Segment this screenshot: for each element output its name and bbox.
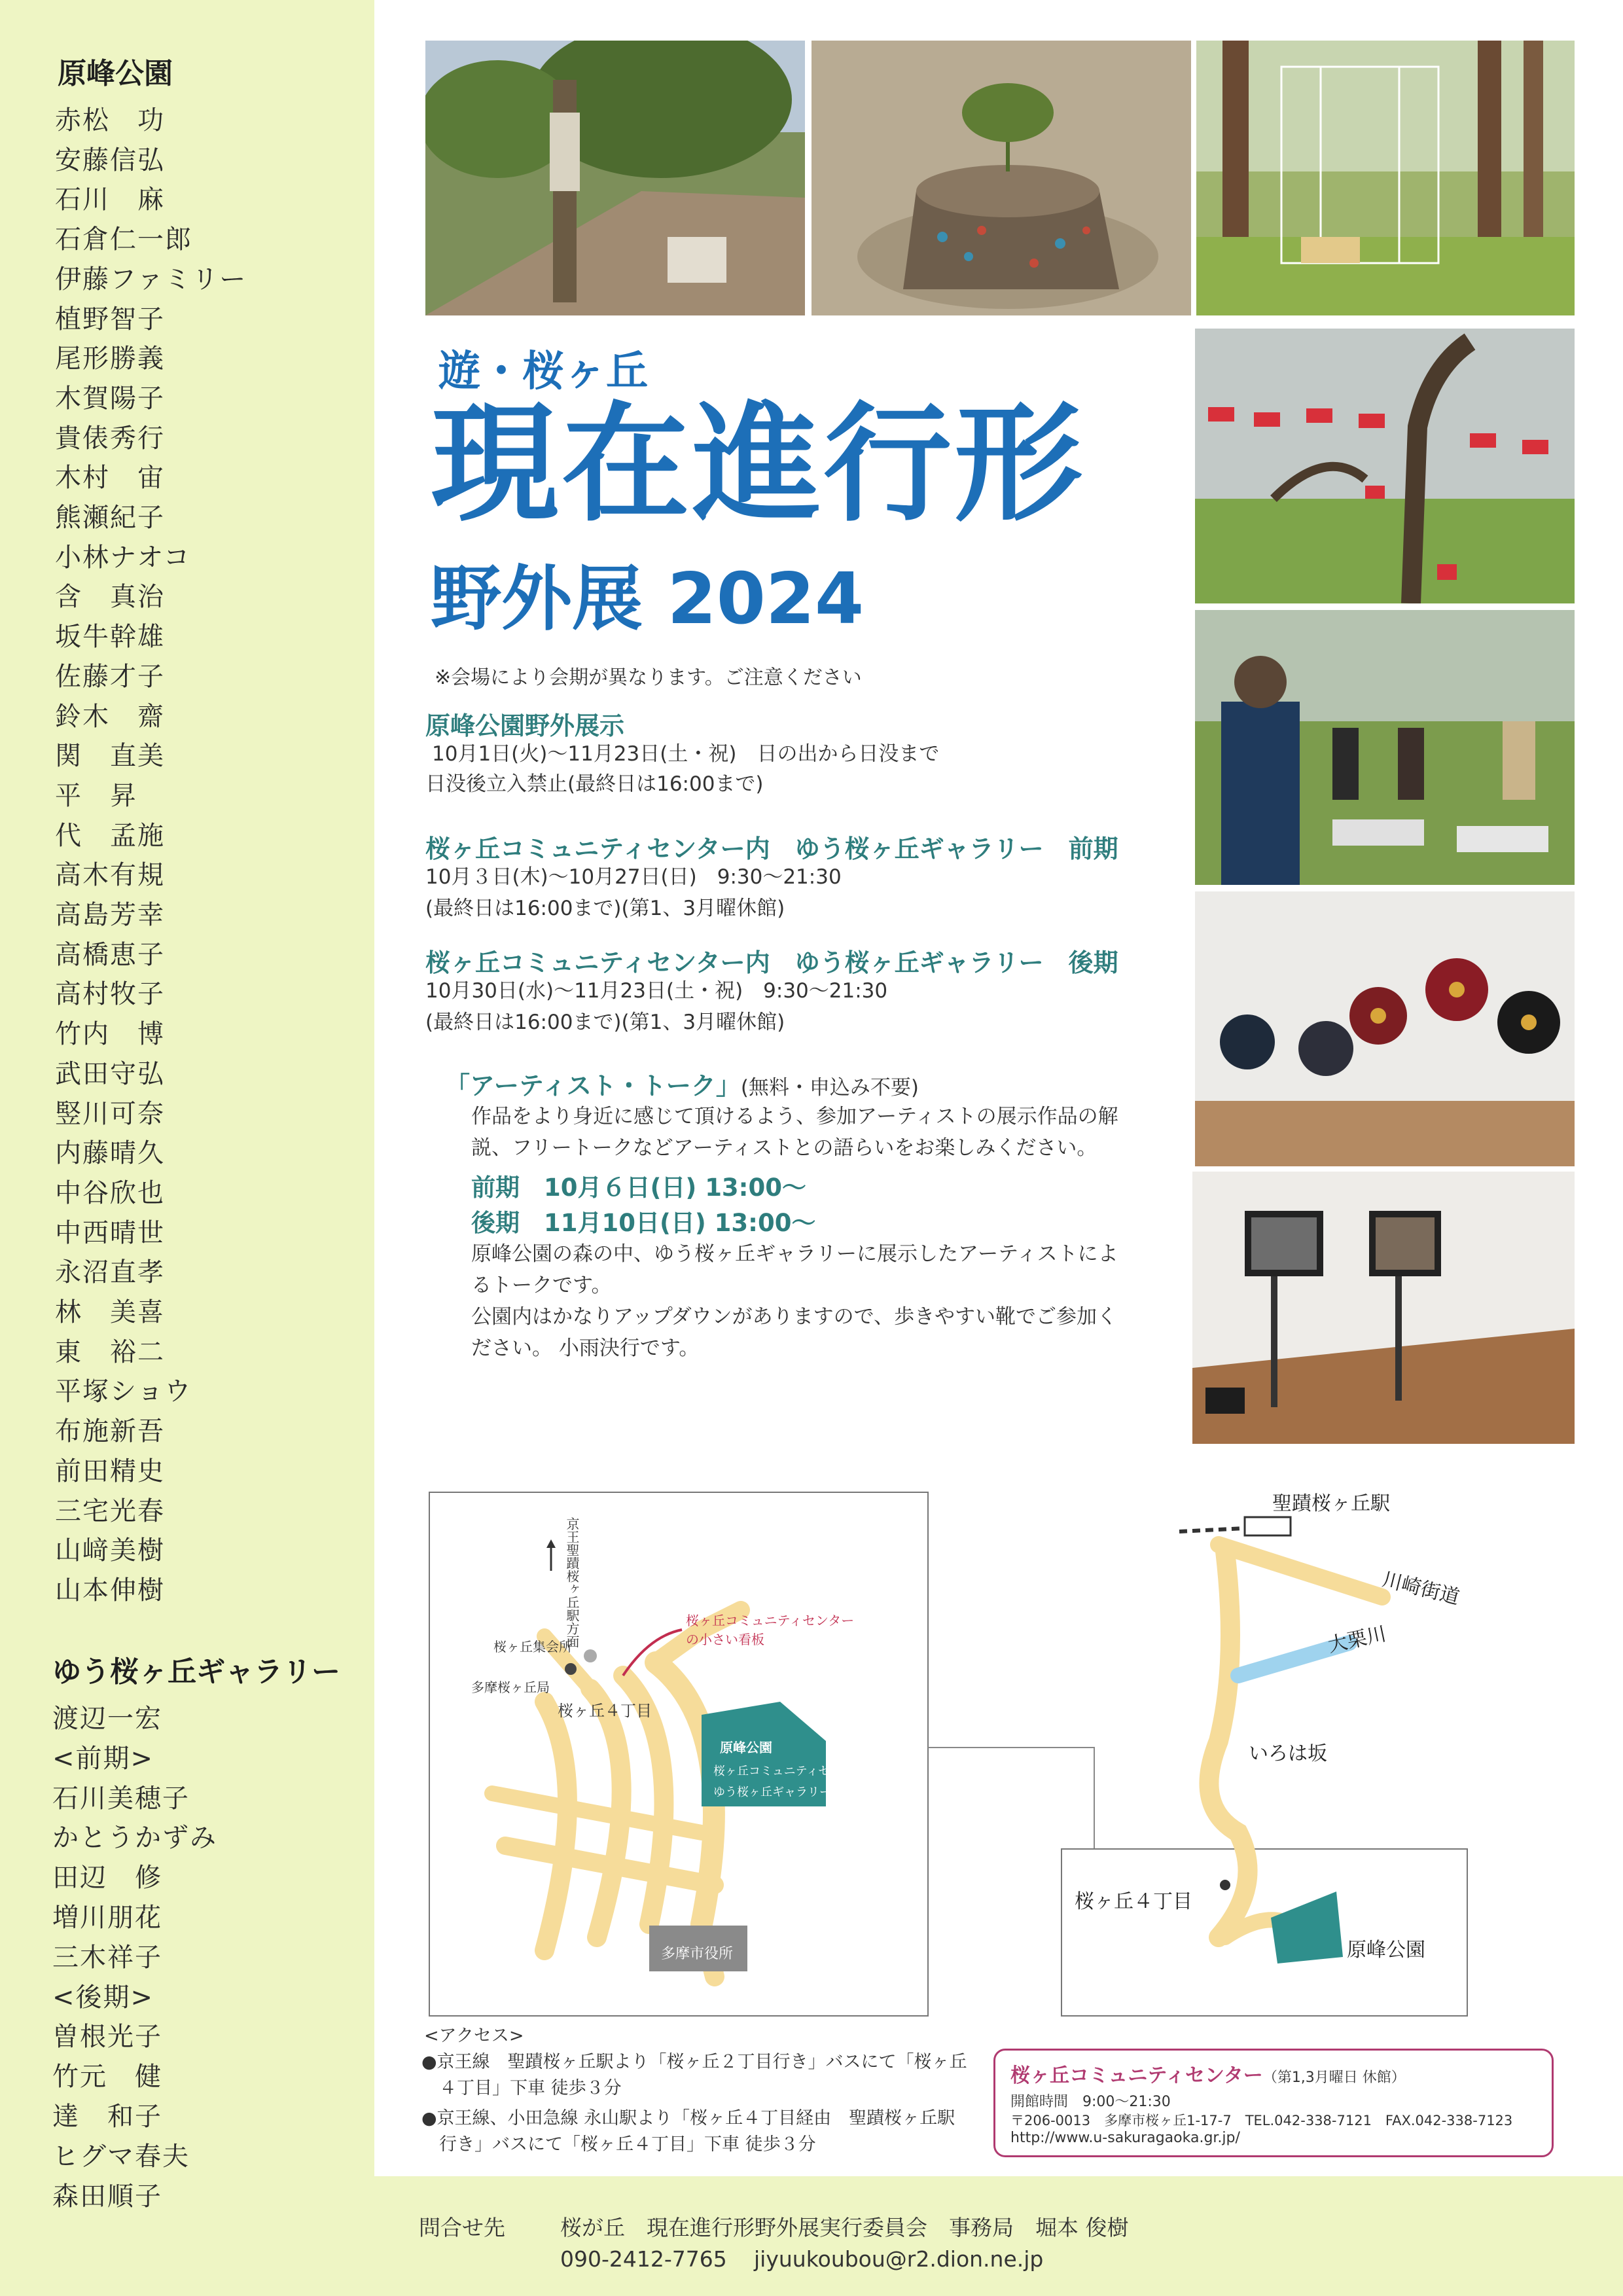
center-name: 桜ヶ丘コミュニティセンター <box>1010 2064 1263 2087</box>
access-line: ●京王線、小田急線 永山駅より「桜ヶ丘４丁目経由 聖蹟桜ヶ丘駅 <box>421 2108 955 2128</box>
artist-name: 木村 宙 <box>55 463 165 493</box>
map-cityhall-label: 多摩市役所 <box>661 1946 734 1962</box>
talk-date-early: 前期 10月６日(日) 13:00〜 <box>471 1174 806 1202</box>
map-station-label: 聖蹟桜ヶ丘駅 <box>1272 1492 1390 1515</box>
artist-name: 高村牧子 <box>55 979 165 1010</box>
center-name-row <box>1010 2059 1406 2088</box>
artist-name: 伊藤ファミリー <box>55 264 247 295</box>
talk-desc2-line: ださい。 小雨決行です。 <box>471 1336 700 1360</box>
access-heading: <アクセス> <box>424 2026 524 2046</box>
talk-header <box>445 1066 919 1102</box>
artist-name: 森田順子 <box>52 2181 162 2212</box>
section-park-heading: 原峰公園野外展示 <box>425 711 625 740</box>
artist-name: 内藤晴久 <box>55 1138 165 1169</box>
artist-name: 高橋恵子 <box>55 939 165 970</box>
artist-name: 山本伸樹 <box>55 1575 165 1605</box>
map-right-park-label: 原峰公園 <box>1347 1939 1425 1962</box>
artist-name: 赤松 功 <box>55 105 165 135</box>
main-title: 現在進行形 <box>431 390 1086 539</box>
contact-phone: 090-2412-7765 <box>560 2246 727 2272</box>
artist-name: 中谷欣也 <box>55 1177 165 1208</box>
photo-wire-frame <box>1196 41 1575 315</box>
artist-name: <後期> <box>52 1982 154 2013</box>
artist-name: 高木有規 <box>55 860 165 891</box>
artist-name: 東 裕二 <box>55 1336 165 1367</box>
period-note: ※会場により会期が異なります。ご注意ください <box>435 666 862 689</box>
artist-name: 代 孟施 <box>55 820 165 851</box>
artist-name: ヒグマ春夫 <box>52 2141 190 2172</box>
photo-gallery-flowers <box>1195 891 1575 1166</box>
map-river-label: 大栗川 <box>1326 1622 1389 1657</box>
map-park-label: 原峰公園 <box>720 1740 772 1755</box>
map-signboard-label: 桜ヶ丘コミュニティセンターの小さい看板 <box>686 1613 855 1647</box>
talk-date-late: 後期 11月10日(日) 13:00〜 <box>471 1209 816 1237</box>
artist-name: 貴俵秀行 <box>55 423 165 454</box>
photo-visitors <box>1195 610 1575 885</box>
center-address: 〒206-0013 多摩市桜ヶ丘1-17-7 TEL.042-338-7121 FAX.042-338-7123 <box>1010 2113 1513 2128</box>
photo-red-flags <box>1195 329 1575 603</box>
artist-name: 平塚ショウ <box>55 1376 192 1407</box>
section-park-line: 10月1日(火)〜11月23日(土・祝) 日の出から日没まで <box>432 742 940 766</box>
artist-name: 林 美喜 <box>55 1297 165 1327</box>
section-gallery-late-heading: 桜ヶ丘コミュニティセンター内 ゆう桜ヶ丘ギャラリー 後期 <box>425 948 1118 977</box>
artist-name: 田辺 修 <box>52 1863 162 1893</box>
park-artists-heading: 原峰公園 <box>58 57 173 90</box>
artist-name: 熊瀬紀子 <box>55 503 165 533</box>
artist-name: 中西晴世 <box>55 1217 165 1248</box>
artist-name: 関 直美 <box>55 741 165 772</box>
artist-name: 前田精史 <box>55 1456 165 1486</box>
artist-name: 竹内 博 <box>55 1019 165 1050</box>
access-line: ●京王線 聖蹟桜ヶ丘駅より「桜ヶ丘２丁目行き」バスにて「桜ヶ丘 <box>421 2052 967 2072</box>
artist-name: 安藤信弘 <box>55 145 165 175</box>
artist-name: 山﨑美樹 <box>55 1535 165 1566</box>
center-url[interactable] <box>1010 2130 1240 2146</box>
photo-gallery-monitors <box>1192 1172 1575 1444</box>
title-year: 野外展 2024 <box>431 558 865 640</box>
artist-name: 永沼直孝 <box>55 1257 165 1288</box>
artist-name: 高島芳幸 <box>55 900 165 930</box>
photo-park-path <box>425 41 805 315</box>
section-gallery-early-line: 10月３日(木)〜10月27日(日) 9:30〜21:30 <box>425 865 842 889</box>
access-maps <box>374 1466 1623 2022</box>
artist-name: 含 真治 <box>55 582 165 613</box>
section-gallery-early-line: (最終日は16:00まで)(第1、3月曜休館) <box>425 897 785 920</box>
artist-name: <前期> <box>52 1743 154 1774</box>
center-url-text[interactable]: http://www.u-sakuragaoka.gr.jp/ <box>1010 2130 1240 2146</box>
talk-desc2-line: 原峰公園の森の中、ゆう桜ヶ丘ギャラリーに展示したアーティストによ <box>471 1242 1118 1266</box>
artist-name: 平 昇 <box>55 780 137 811</box>
access-line: ４丁目」下車 徒歩３分 <box>421 2078 622 2098</box>
artist-name: 坂牛幹雄 <box>55 622 165 653</box>
map-hall-label: 桜ヶ丘集会所 <box>493 1639 572 1655</box>
access-line: 行き」バスにて「桜ヶ丘４丁目」下車 徒歩３分 <box>421 2134 816 2155</box>
artist-name: 布施新吾 <box>55 1416 165 1447</box>
artist-name: 植野智子 <box>55 304 165 334</box>
artist-name: 石倉仁一郎 <box>55 224 192 255</box>
artist-name: 石川美穂子 <box>52 1783 190 1814</box>
talk-desc-line: 説、フリートークなどアーティストとの語らいをお楽しみください。 <box>471 1136 1097 1160</box>
artist-name: かとうかずみ <box>52 1823 217 1854</box>
map-road-label: 川崎街道 <box>1380 1568 1462 1609</box>
contact-label: 問合せ先 <box>419 2215 505 2240</box>
section-park-line: 日没後立入禁止(最終日は16:00まで) <box>425 772 764 796</box>
artist-name: 達 和子 <box>52 2102 162 2132</box>
photo-tree-stump <box>812 41 1191 315</box>
map-gallery-label: ゆう桜ヶ丘ギャラリー <box>713 1785 831 1799</box>
artist-name: 鈴木 齋 <box>55 701 165 732</box>
subtitle: 遊・桜ヶ丘 <box>438 348 648 396</box>
artist-name: 尾形勝義 <box>55 344 165 374</box>
section-gallery-late-line: 10月30日(水)〜11月23日(土・祝) 9:30〜21:30 <box>425 979 888 1003</box>
talk-desc2-line: 公園内はかなりアップダウンがありますので、歩きやすい靴でご参加く <box>471 1305 1118 1329</box>
artist-name: 武田守弘 <box>55 1058 165 1089</box>
map-direction-label: 京王聖蹟桜ヶ丘駅方面 <box>564 1517 580 1648</box>
artist-name: 曽根光子 <box>52 2022 162 2053</box>
gallery-artists-heading: ゆう桜ヶ丘ギャラリー <box>52 1655 340 1689</box>
map-right-busstop-label: 桜ヶ丘４丁目 <box>1075 1890 1192 1913</box>
map-center-label: 桜ヶ丘コミュニティセンター <box>713 1765 865 1778</box>
map-post-label: 多摩桜ヶ丘局 <box>471 1679 550 1695</box>
talk-title: 「アーティスト・トーク」 <box>445 1071 741 1100</box>
talk-desc-line: 作品をより身近に感じて頂けるよう、参加アーティストの展示作品の解 <box>471 1105 1118 1128</box>
center-hours: 開館時間 9:00〜21:30 <box>1010 2094 1171 2110</box>
contact-org: 桜が丘 現在進行形野外展実行委員会 事務局 堀本 俊樹 <box>560 2215 1129 2240</box>
artist-name: 竪川可奈 <box>55 1098 165 1129</box>
section-gallery-early-heading: 桜ヶ丘コミュニティセンター内 ゆう桜ヶ丘ギャラリー 前期 <box>425 834 1118 863</box>
map-busstop-label: 桜ヶ丘４丁目 <box>558 1702 652 1720</box>
artist-name: 石川 麻 <box>55 185 165 215</box>
artist-name: 三木祥子 <box>52 1942 162 1973</box>
map-slope-label: いろは坂 <box>1249 1742 1327 1765</box>
artist-name: 三宅光春 <box>55 1496 165 1526</box>
talk-title-note: (無料・申込み不要) <box>740 1076 919 1100</box>
artist-name: 竹元 健 <box>52 2062 162 2092</box>
artist-name: 佐藤才子 <box>55 661 165 692</box>
artist-name: 渡辺一宏 <box>52 1704 162 1734</box>
artist-name: 小林ナオコ <box>55 542 191 573</box>
center-closed: （第1,3月曜日 休館） <box>1262 2070 1406 2086</box>
talk-desc2-line: るトークです。 <box>471 1274 612 1297</box>
artist-name: 木賀陽子 <box>55 383 165 414</box>
contact-email[interactable]: jiyuukoubou@r2.dion.ne.jp <box>754 2246 1044 2272</box>
artist-name: 増川朋花 <box>52 1903 162 1933</box>
section-gallery-late-line: (最終日は16:00まで)(第1、3月曜休館) <box>425 1011 785 1034</box>
